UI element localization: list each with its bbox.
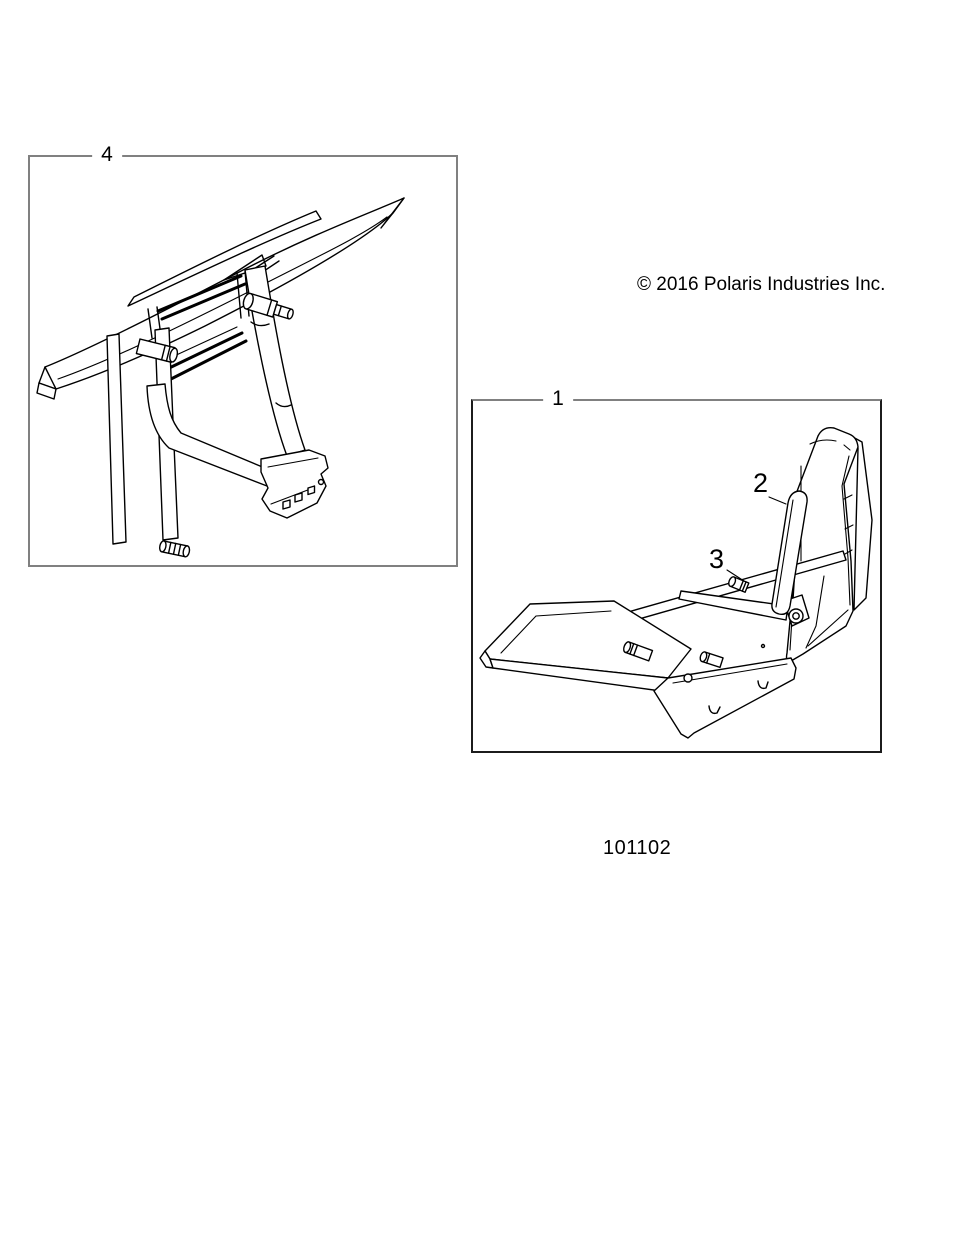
copyright-text: © 2016 Polaris Industries Inc.: [637, 274, 886, 295]
seat-assembly-drawing: [473, 401, 880, 751]
callout-2-label: 2: [753, 468, 769, 498]
callout-3-label: 3: [709, 544, 725, 574]
seat-pan-peg-right: [699, 651, 723, 667]
bumper-mounting-bracket: [261, 450, 328, 518]
bumper-bottom-peg: [159, 540, 191, 557]
hinge-bolt: [789, 609, 803, 623]
bumper-beam: [37, 198, 404, 399]
front-bumper-drawing: [30, 157, 456, 565]
figure-box-1: [471, 399, 882, 753]
figure-1-label: 1: [543, 388, 573, 409]
part-number-text: 101102: [603, 837, 672, 859]
seat-pan: [480, 601, 796, 738]
figure-4-label: 4: [92, 144, 122, 165]
figure-box-4: [28, 155, 458, 567]
